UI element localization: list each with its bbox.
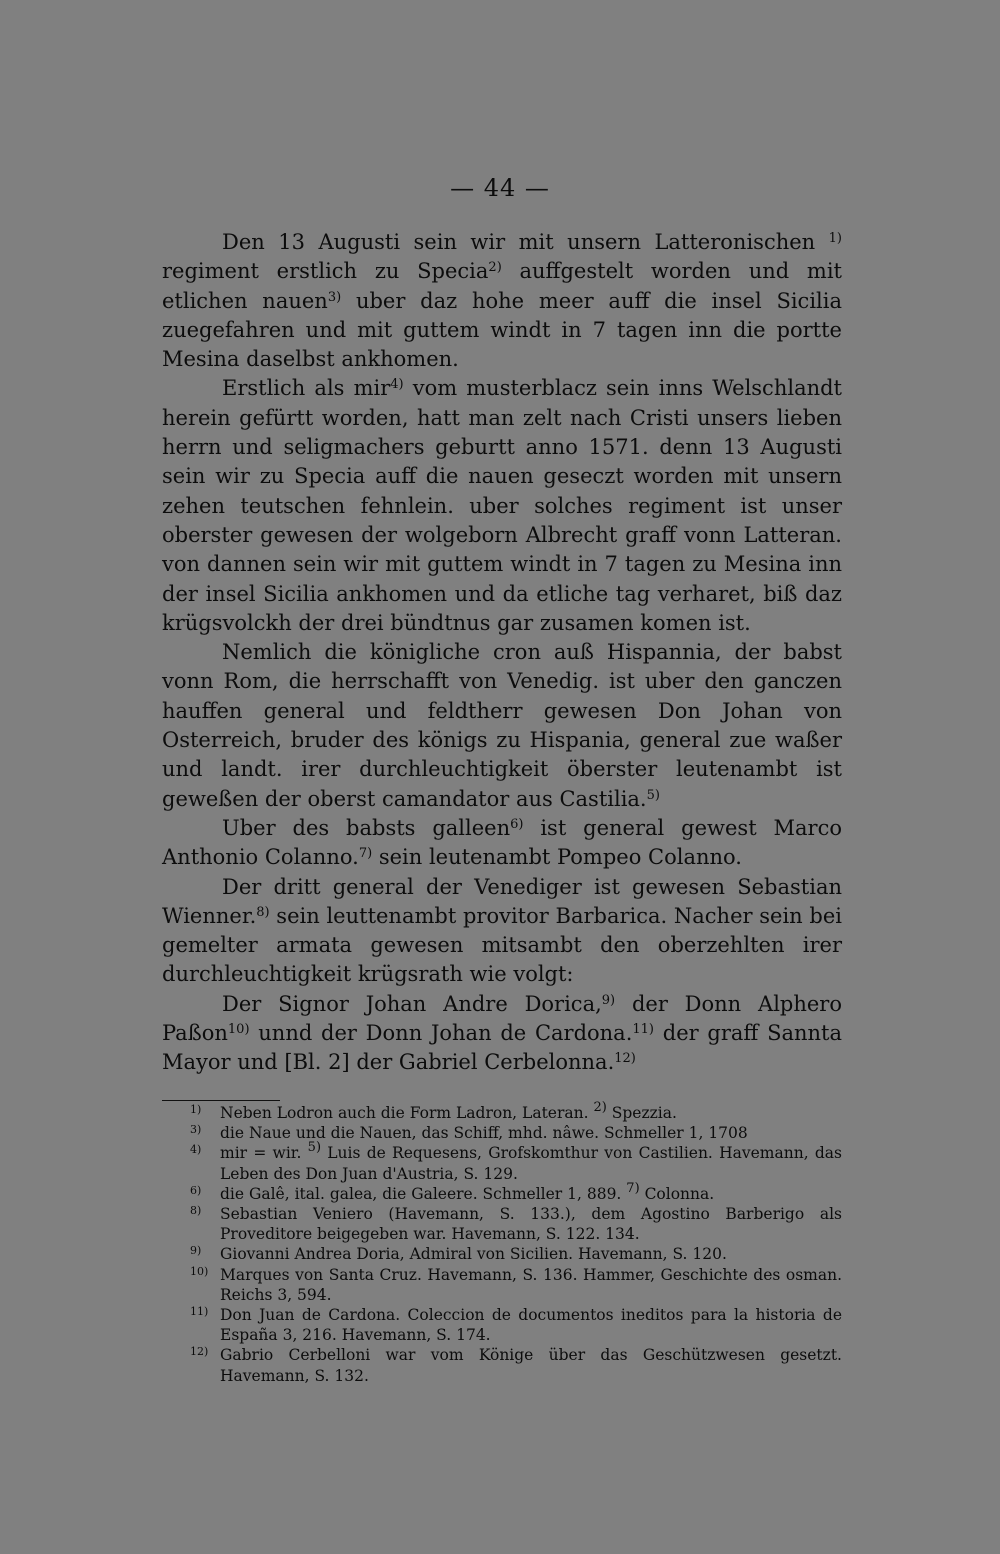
footnote [190, 1204, 842, 1244]
footnote-number [190, 1265, 220, 1285]
footnote-ref: 9) [601, 992, 616, 1008]
footnote-text: mir = wir. [220, 1144, 308, 1163]
paragraph-3 [162, 638, 842, 814]
footnote-text: Giovanni Andrea Doria, Admiral von Sicilien. Havemann, S. 120. [220, 1245, 727, 1264]
footnote-number [190, 1143, 220, 1163]
footnote-separator [162, 1100, 280, 1101]
footnote-marker: 2) [593, 1100, 607, 1115]
footnote-marker: 12) [190, 1345, 209, 1359]
footnote-marker: 6) [190, 1183, 202, 1197]
footnote [190, 1244, 842, 1264]
text-segment: sein leutenambt Pompeo Colanno. [372, 845, 742, 870]
footnote-marker: 8) [190, 1204, 202, 1218]
footnote-text: Gabrio Cerbelloni war vom Könige über das Geschützwesen gesetzt. Havemann, S. 132. [220, 1346, 842, 1385]
footnote-ref: 1) [828, 231, 842, 246]
text-segment: Der dritt general der Venediger ist gewesen Sebastian Wienner. [162, 874, 842, 928]
footnote-number [190, 1123, 220, 1143]
footnote-number [190, 1184, 220, 1204]
footnotes [190, 1100, 842, 1386]
footnote [190, 1345, 842, 1385]
text-segment: regiment erstlich zu Specia [162, 259, 489, 284]
footnote-text: Don Juan de Cardona. Coleccion de documentos ineditos para la historia de España 3, 216. Havemann, S. 174. [220, 1306, 842, 1345]
footnote-text: Spezzia. [606, 1104, 677, 1122]
text-segment: uber daz hohe meer auff die insel Sicilia zuegefahren und mit guttem windt in 7 tagen inn die portte Mesina daselbst ankhomen. [162, 288, 842, 372]
paragraph-2 [162, 374, 842, 638]
text-segment: ist general gewest Marco Anthonio Colanno. [162, 815, 842, 870]
text-segment: Der Signor Johan Andre Dorica, [222, 991, 602, 1016]
footnote [190, 1305, 842, 1345]
footnote-ref: 4) [390, 377, 404, 393]
paragraph-6 [162, 990, 842, 1078]
footnote-number [190, 1103, 220, 1123]
footnote [190, 1140, 842, 1183]
footnote-text: die Galê, ital. galea, die Galeere. Schmeller 1, 889. [220, 1184, 627, 1203]
footnote-ref: 2) [488, 260, 502, 276]
footnote-ref: 3) [327, 289, 342, 305]
footnote-text: Luis de Requesens, Grofskomthur von Castilien. Havemann, das Leben des Don Juan d'Austria, S. 129. [220, 1144, 842, 1183]
footnote-marker: 11) [190, 1305, 209, 1319]
footnote-ref: 5) [646, 787, 660, 803]
footnote-number [190, 1305, 220, 1325]
footnote-ref: 12) [614, 1051, 636, 1067]
text-segment: unnd der Donn Johan de Cardona. [249, 1021, 633, 1046]
text-segment: Uber des babsts galleen [222, 815, 511, 840]
footnote-text: Neben Lodron auch die Form Ladron, Lateran. [220, 1104, 594, 1122]
paragraph-5 [162, 873, 842, 990]
footnote-text: Colonna. [639, 1184, 715, 1203]
main-text [162, 228, 842, 1078]
footnote-ref: 7) [358, 846, 373, 862]
footnote-marker: 9) [190, 1244, 202, 1258]
footnote-ref: 10) [227, 1022, 250, 1038]
text-segment: Erstlich als mir [222, 376, 391, 401]
footnote-marker: 10) [190, 1264, 209, 1278]
footnote-marker: 3) [190, 1123, 202, 1137]
footnote-text: die Naue und die Nauen, das Schiff, mhd. nâwe. Schmeller 1, 1708 [220, 1124, 748, 1143]
footnote [190, 1265, 842, 1305]
text-segment: Den 13 Augusti sein wir mit unsern Latteronischen [222, 230, 829, 254]
page-number: — 44 — [450, 174, 550, 202]
text-segment: sein leuttenambt provitor Barbarica. Nacher sein bei gemelter armata gewesen mitsambt den oberzehlten irer durchleuchtigkeit krügsrath wie volgt: [162, 903, 842, 987]
paragraph-1 [162, 228, 842, 374]
text-segment: vom musterblacz sein inns Welschlandt herein gefürtt worden, hatt man zelt nach Cristi unsers lieben herrn und seligmachers geburtt anno 1571. denn 13 Augusti sein wir zu Specia auff die nauen geseczt worden mit unsern zehen teutschen fehnlein. uber solches regiment ist unser oberster gewesen der wolgeborn Albrecht graff vonn Latteran. von dannen sein wir mit guttem windt in 7 tagen zu Mesina inn der insel Sicilia ankhomen und da etliche tag verharet, biß daz krügsvolckh der drei bündtnus gar zusamen komen ist. [162, 376, 842, 635]
text-segment: der Donn Alphero Paßon [162, 991, 842, 1046]
footnote [190, 1180, 842, 1204]
footnote-text: Sebastian Veniero (Havemann, S. 133.), dem Agostino Barberigo als Proveditore beigegeben war. Havemann, S. 122. 134. [220, 1205, 842, 1244]
text-segment: der graff Sannta Mayor und [Bl. 2] der Gabriel Cerbelonna. [162, 1021, 842, 1075]
footnote-number [190, 1244, 220, 1264]
footnote-ref: 11) [632, 1022, 655, 1038]
footnote-marker: 4) [190, 1143, 202, 1157]
paragraph-4 [162, 814, 842, 873]
footnote-number [190, 1345, 220, 1365]
footnote-marker: 7) [626, 1180, 640, 1196]
footnote-marker: 1) [190, 1103, 202, 1116]
text-segment: auffgestelt worden und mit etlichen nauen [162, 259, 842, 313]
text-segment: Nemlich die königliche cron auß Hispannia, der babst vonn Rom, die herrschafft von Venedig. ist uber den ganczen hauffen general und feldtherr gewesen Don Johan von Osterreich, bruder des königs zu Hispania, general zue waßer und landt. irer durchleuchtigkeit öberster leutenambt ist geweßen der oberst camandator aus Castilia. [162, 640, 842, 811]
footnote [190, 1100, 842, 1123]
footnote-ref: 8) [256, 904, 270, 920]
footnote-ref: 6) [510, 816, 524, 832]
footnote-marker: 5) [307, 1140, 322, 1156]
footnote-text: Marques von Santa Cruz. Havemann, S. 136. Hammer, Geschichte des osman. Reichs 3, 594. [220, 1265, 842, 1304]
footnote [190, 1123, 842, 1143]
footnote-number [190, 1204, 220, 1224]
footnote-list [190, 1100, 842, 1386]
